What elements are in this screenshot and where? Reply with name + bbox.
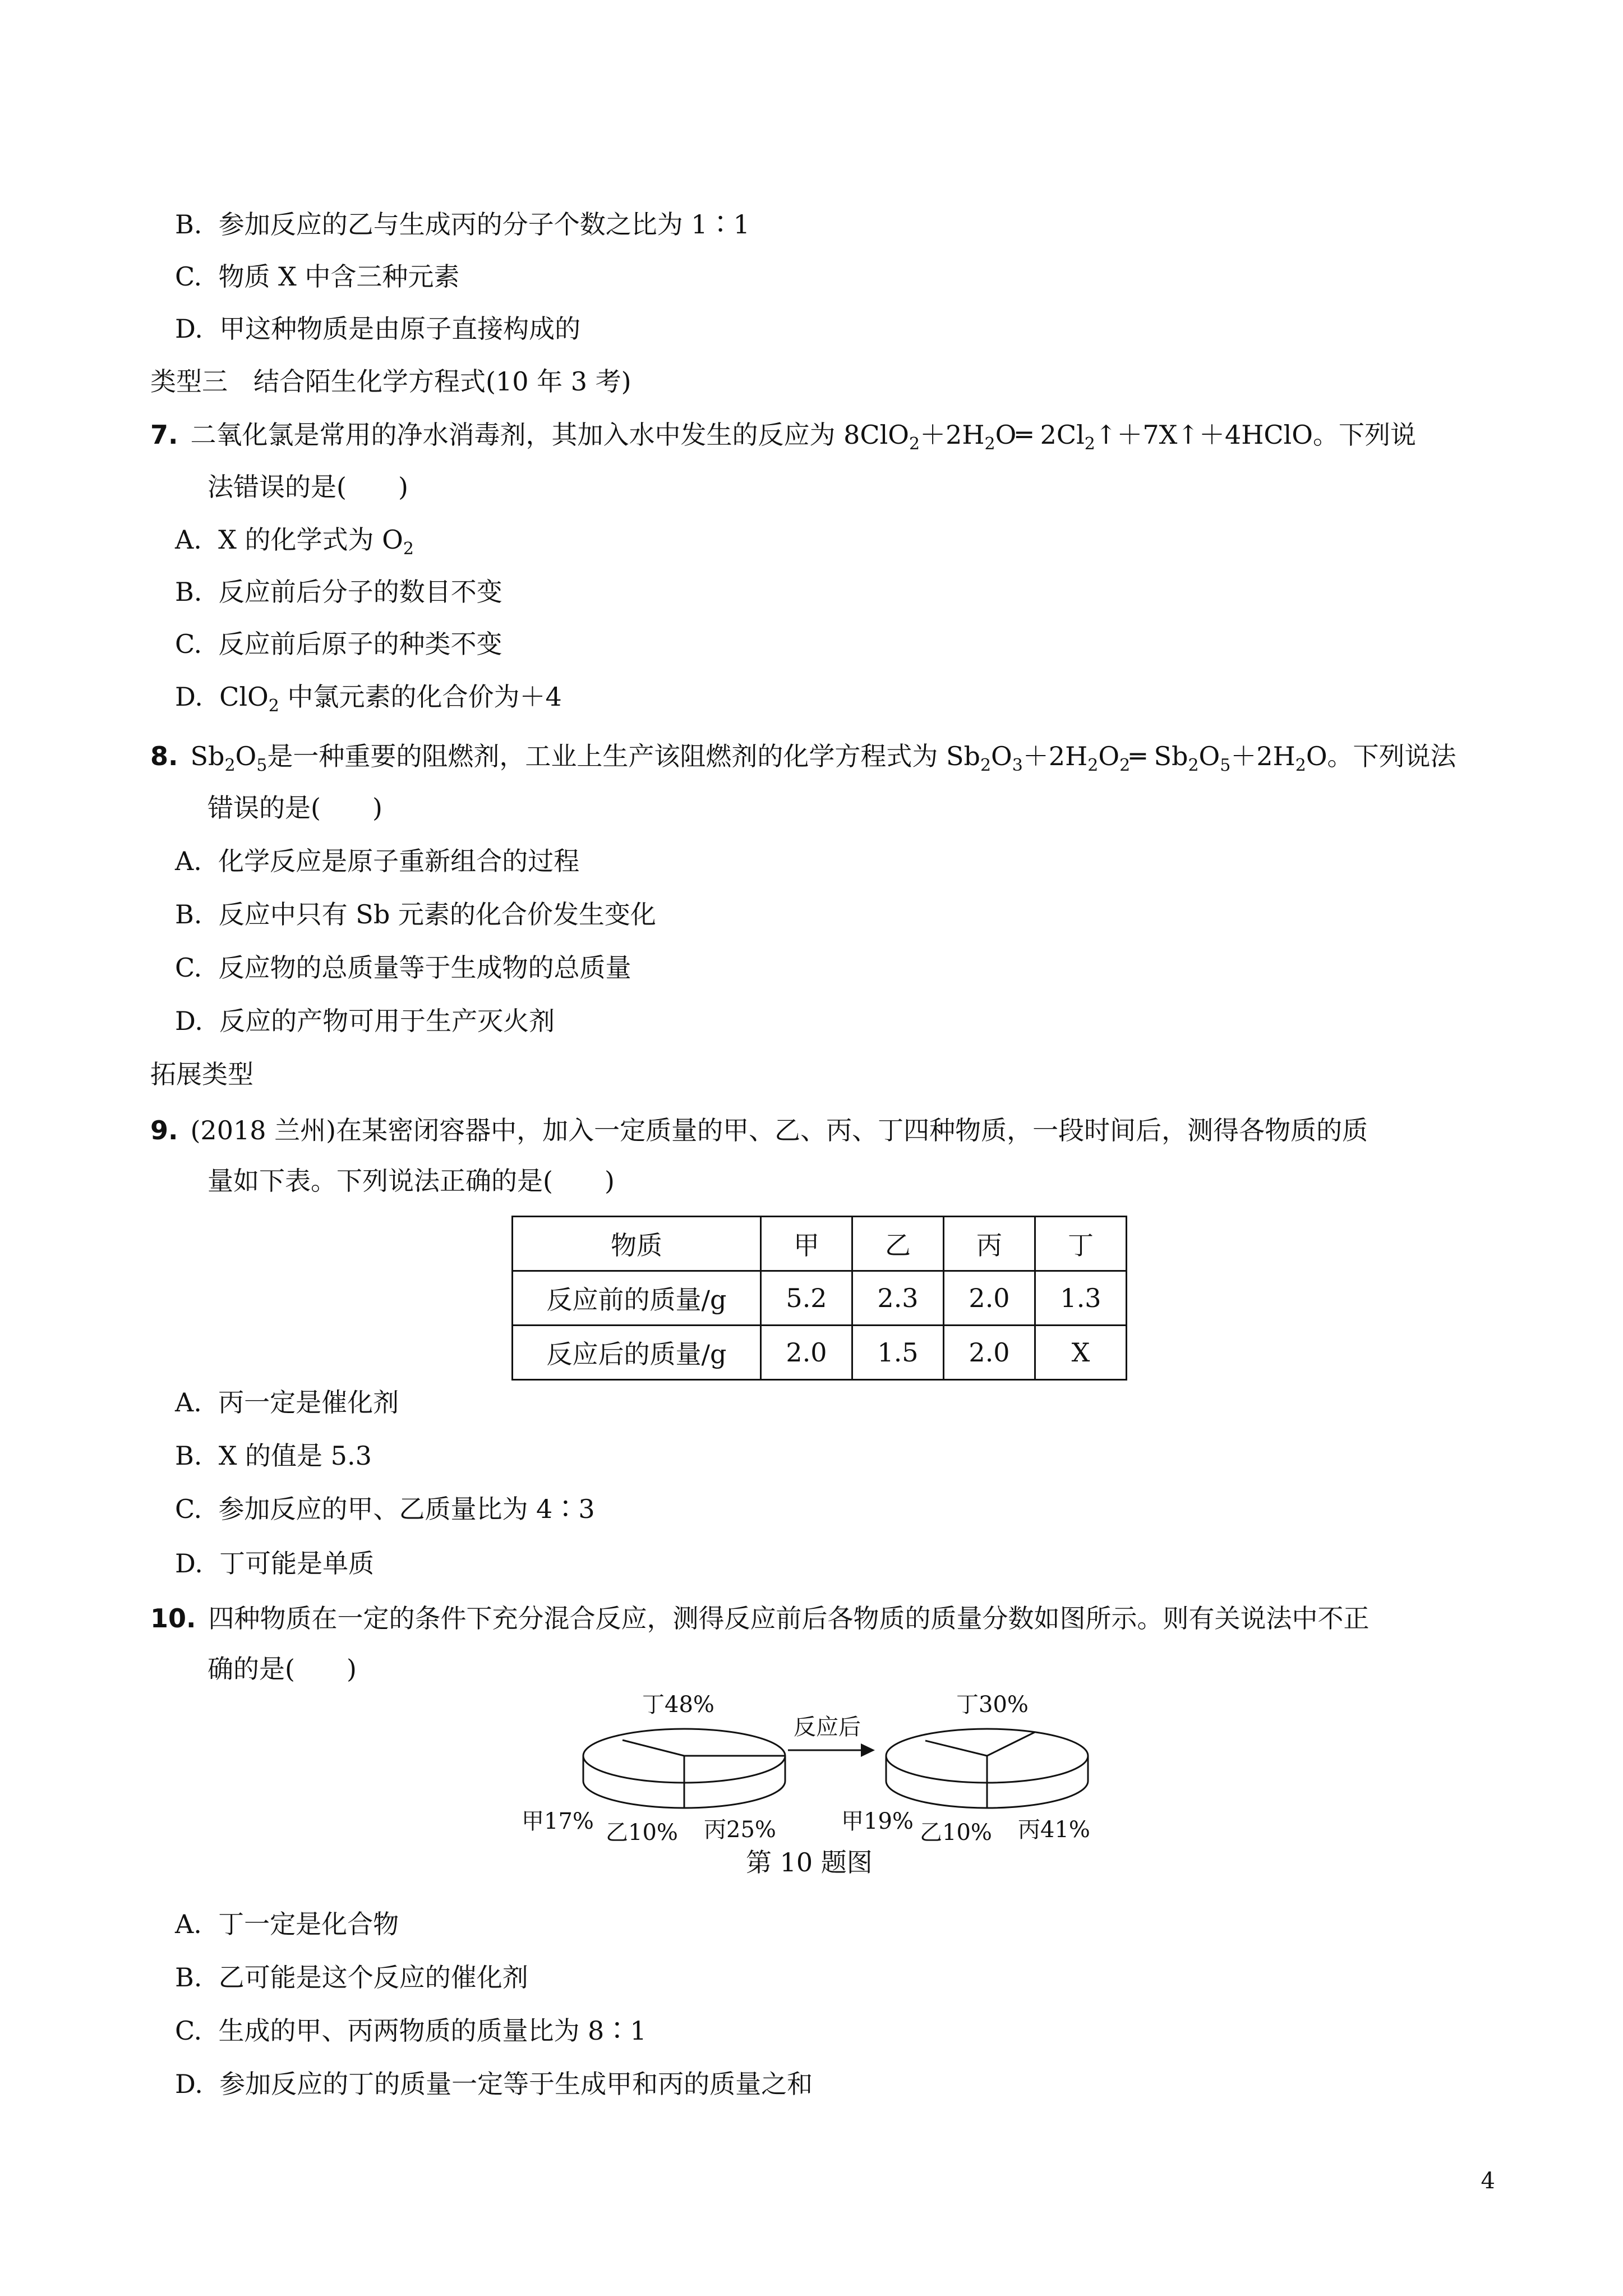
q10-stem-line2: 确的是( ) [208, 1654, 357, 1684]
table-cell: 反应前的质量/g [513, 1271, 761, 1326]
q10-option-c: C. 生成的甲、丙两物质的质量比为 8∶1 [175, 2016, 647, 2046]
q6-option-d: D. 甲这种物质是由原子直接构成的 [175, 314, 581, 344]
table-cell: 2.3 [852, 1271, 944, 1326]
table-cell: 1.3 [1035, 1271, 1127, 1326]
table-header-cell: 乙 [852, 1217, 944, 1271]
table-cell: 2.0 [761, 1326, 852, 1380]
page-number: 4 [1481, 2168, 1495, 2194]
table-header-cell: 丙 [944, 1217, 1035, 1271]
table-header-cell: 丁 [1035, 1217, 1127, 1271]
table-header-cell: 甲 [761, 1217, 852, 1271]
label-before-bing: 丙25% [704, 1817, 776, 1843]
q7-stem-line2: 法错误的是( ) [208, 472, 408, 502]
figure-caption: 第 10 题图 [746, 1847, 873, 1878]
q9-option-c: C. 参加反应的甲、乙质量比为 4∶3 [175, 1494, 595, 1524]
table-cell: 2.0 [944, 1326, 1035, 1380]
q6-option-b: B. 参加反应的乙与生成丙的分子个数之比为 1∶1 [175, 209, 750, 240]
label-before-yi: 乙10% [606, 1820, 678, 1846]
pie-before [583, 1729, 785, 1808]
label-before-jia: 甲17% [522, 1809, 594, 1834]
q10-option-b: B. 乙可能是这个反应的催化剂 [175, 1962, 528, 1993]
q7-option-d: D. ClO$_2$ 中氯元素的化合价为＋4 [175, 682, 562, 716]
table-cell: 反应后的质量/g [513, 1326, 761, 1380]
arrow-icon [788, 1743, 875, 1757]
table-header-row [513, 1217, 1127, 1271]
q6-option-c: C. 物质 X 中含三种元素 [175, 261, 460, 292]
q7-option-b: B. 反应前后分子的数目不变 [175, 577, 502, 607]
q10-option-d: D. 参加反应的丁的质量一定等于生成甲和丙的质量之和 [175, 2069, 813, 2099]
arrow-label: 反应后 [794, 1714, 861, 1740]
label-after-ding: 丁30% [956, 1692, 1029, 1718]
q8-option-b: B. 反应中只有 Sb 元素的化合价发生变化 [175, 899, 656, 930]
q10-stem-line1: 10. 四种物质在一定的条件下充分混合反应，测得反应前后各物质的质量分数如图所示。则有关说法中不正 [150, 1603, 1370, 1634]
q8-option-c: C. 反应物的总质量等于生成物的总质量 [175, 953, 631, 983]
q8-option-d: D. 反应的产物可用于生产灭火剂 [175, 1006, 555, 1036]
table-cell: 1.5 [852, 1326, 944, 1380]
table-cell: 2.0 [944, 1271, 1035, 1326]
q8-stem-line1: 8. $Sb_2O_5$是一种重要的阻燃剂，工业上生产该阻燃剂的化学方程式为 $Sb_2O_3+2H_2O_2═$ $Sb_2O_5+2H_2O$。下列说法 [150, 741, 1456, 775]
q10-option-a: A. 丁一定是化合物 [175, 1909, 399, 1939]
q9-stem-line2: 量如下表。下列说法正确的是( ) [208, 1166, 615, 1196]
q9-option-b: B. X 的值是 5.3 [175, 1441, 372, 1471]
label-after-bing: 丙41% [1018, 1817, 1090, 1843]
q9-stem-line1: 9. (2018 兰州)在某密闭容器中，加入一定质量的甲、乙、丙、丁四种物质，一段时间后，测得各物质的质 [150, 1115, 1368, 1145]
table-cell: 5.2 [761, 1271, 852, 1326]
section-heading-extension: 拓展类型 [150, 1059, 253, 1089]
q9-option-a: A. 丙一定是催化剂 [175, 1387, 399, 1418]
pie-after [886, 1729, 1088, 1808]
q9-option-d: D. 丁可能是单质 [175, 1548, 375, 1579]
q7-option-c: C. 反应前后原子的种类不变 [175, 629, 502, 659]
table-row [513, 1271, 1127, 1326]
pie-after-divider [925, 1741, 987, 1756]
table-cell: X [1035, 1326, 1127, 1380]
label-after-jia: 甲19% [841, 1809, 914, 1834]
q8-option-a: A. 化学反应是原子重新组合的过程 [175, 846, 580, 876]
label-after-yi: 乙10% [920, 1820, 992, 1846]
label-before-ding: 丁48% [642, 1692, 714, 1718]
table-header-cell: 物质 [513, 1217, 761, 1271]
section-heading-type3: 类型三 结合陌生化学方程式(10 年 3 考) [150, 366, 631, 397]
q7-stem-line1: 7. 二氧化氯是常用的净水消毒剂，其加入水中发生的反应为 $8ClO_2+2H_2O═$ $2Cl_2↑+7X↑+4HClO$。下列说 [150, 420, 1416, 454]
pie-before-divider [623, 1740, 684, 1756]
table-row [513, 1326, 1127, 1380]
q9-mass-table [511, 1216, 1127, 1381]
q8-stem-line2: 错误的是( ) [208, 793, 382, 823]
pie-after-divider [987, 1732, 1035, 1756]
q7-option-a: A. X 的化学式为 $O_2$ [175, 524, 414, 559]
